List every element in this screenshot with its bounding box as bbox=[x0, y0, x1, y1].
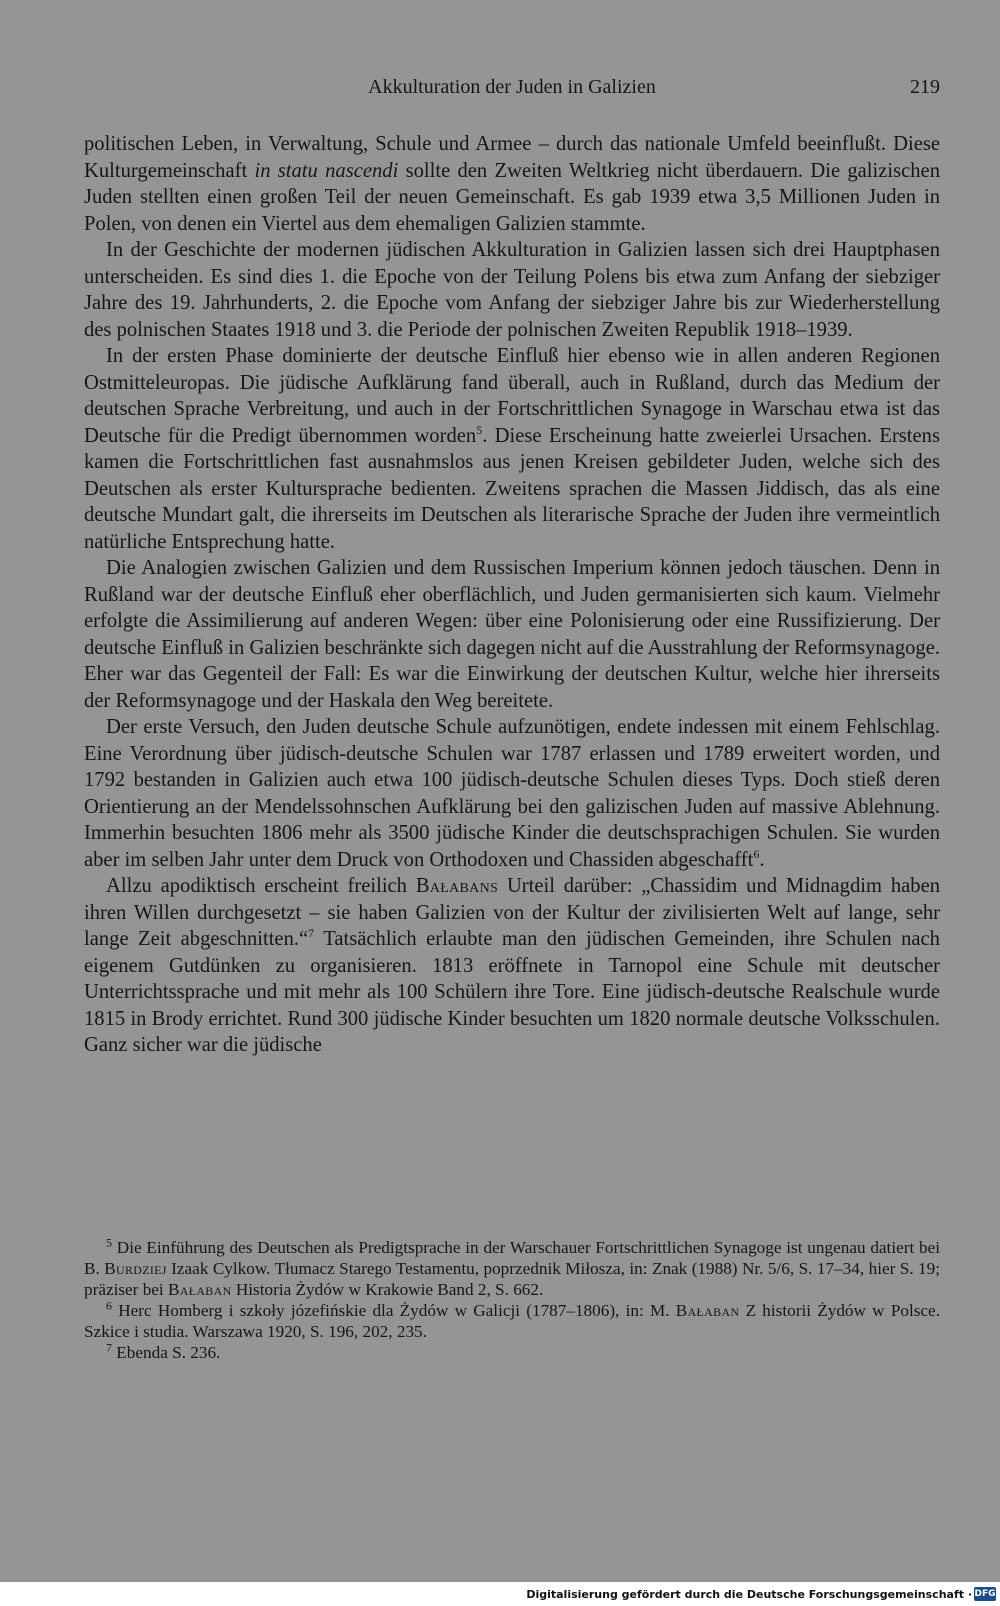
footnote-ref-5: 5 bbox=[476, 422, 483, 437]
paragraph-6-text: Allzu apodiktisch erscheint freilich bbox=[106, 875, 407, 897]
footnote-5-text: Die Einführung des Deutschen als Predigtsprache in der Warschauer Fortschrittlichen Synagoge ist ungenau datiert bei B. bbox=[84, 1238, 941, 1278]
funding-credit: Digitalisierung gefördert durch die Deutsche Forschungsgemeinschaft · bbox=[526, 1588, 972, 1601]
page-header bbox=[84, 76, 940, 106]
author-name: Bałaban bbox=[167, 1280, 232, 1299]
footnote-ref-7: 7 bbox=[308, 926, 315, 941]
footnote-5-number: 5 bbox=[106, 1235, 112, 1250]
footnote-5 bbox=[84, 1237, 940, 1300]
paragraph-3 bbox=[84, 343, 940, 555]
paragraph-1-rest: sollte den Zweiten Weltkrieg nicht überdauern. Die galizischen Juden stellten einen großen Teil der neuen Gemeinschaft. Es gab 1939 etwa 3,5 Millionen Juden in Polen, von denen ein Viertel aus dem ehemaligen Galizien stammte. bbox=[84, 159, 940, 235]
body-text bbox=[84, 131, 940, 1059]
footnote-6-number: 6 bbox=[106, 1298, 112, 1313]
paragraph-3-text: In der ersten Phase dominierte der deutsche Einfluß hier ebenso wie in allen anderen Regionen Ostmitteleuropas. Die jüdische Aufklärung fand überall, auch in Rußland, durch das Medium der deutschen Sprache Verbreitung, und auch in der Fortschrittlichen Synagoge in Warschau etwa ist das Deutsche für die Predigt übernommen worden bbox=[84, 345, 940, 447]
paragraph-1-text: politischen Leben, in Verwaltung, Schule und Armee – durch das nationale Umfeld beeinflußt. Diese Kulturgemeinschaft bbox=[84, 133, 940, 182]
italic-phrase: in statu nascendi bbox=[254, 159, 399, 182]
footnote-6-text-2: Z historii Żydów w Polsce. Szkice i studia. Warszawa 1920, S. 196, 202, 235. bbox=[84, 1301, 940, 1341]
footnote-5-text-2: Izaak Cylkow. Tłumacz Starego Testamentu, poprzednik Miłosza, in: Znak (1988) Nr. 5/6, S. 17–34, hier S. 19; präziser bei bbox=[84, 1259, 941, 1299]
author-name: Burdziej bbox=[104, 1259, 167, 1278]
footnote-6-text: Herc Homberg i szkoły józefińskie dla Żydów w Galicji (1787–1806), in: M. bbox=[118, 1301, 670, 1320]
footnote-7-text: Ebenda S. 236. bbox=[116, 1343, 221, 1362]
footnote-7 bbox=[84, 1342, 940, 1363]
author-name: Bałaban bbox=[675, 1301, 740, 1320]
dfg-logo-icon: DFG bbox=[974, 1589, 996, 1599]
paragraph-2: In der Geschichte der modernen jüdischen Akkulturation in Galizien lassen sich drei Hauptphasen unterscheiden. Es sind dies 1. die Epoche von der Teilung Polens bis etwa zum Anfang der siebziger Jahre des 19. Jahrhunderts, 2. die Epoche vom Anfang der siebziger Jahre bis zur Wiederherstellung des polnischen Staates 1918 und 3. die Periode der polnischen Zweiten Republik 1918–1939. bbox=[84, 239, 940, 341]
paragraph-5-end: . bbox=[759, 848, 765, 871]
author-name: Bałabans bbox=[415, 875, 499, 897]
paragraph-6-rest: Tatsächlich erlaubte man den jüdischen Gemeinden, ihre Schulen nach eigenem Gutdünken zu organisieren. 1813 eröffnete in Tarnopol eine Schule mit deutscher Unterrichtssprache und mit mehr als 100 Schülern ihre Tore. Eine jüdisch-deutsche Realschule wurde 1815 in Brody errichtet. Rund 300 jüdische Kinder besuchten um 1820 normale deutsche Volksschulen. Ganz sicher war die jüdische bbox=[84, 928, 940, 1056]
paragraph-5 bbox=[84, 714, 940, 873]
paragraph-4: Die Analogien zwischen Galizien und dem Russischen Imperium können jedoch täuschen. Denn in Rußland war der deutsche Einfluß eher oberflächlich, und Juden germanisierten sich kaum. Vielmehr erfolgte die Assimilierung auf anderen Wegen: über eine Polonisierung oder eine Russifizierung. Der deutsche Einfluß in Galizien beschränkte sich dagegen nicht auf die Ausstrahlung der Reformsynagoge. Eher war das Gegenteil der Fall: Es war die Einwirkung der deutschen Kultur, welche hier ihrerseits der Reformsynagoge und der Haskala den Weg bereitete. bbox=[84, 557, 940, 712]
paragraph-5-text: Der erste Versuch, den Juden deutsche Schule aufzunötigen, endete indessen mit einem Fehlschlag. Eine Verordnung über jüdisch-deutsche Schulen war 1787 erlassen und 1789 erweitert worden, und 1792 bestanden in Galizien auch etwa 100 jüdisch-deutsche Schulen dieses Typs. Doch stieß deren Orientierung an der Mendelssohnschen Aufklärung bei den galizischen Juden auf massive Ablehnung. Immerhin besuchten 1806 mehr als 3500 jüdische Kinder die deutschsprachigen Schulen. Sie wurden aber im selben Jahr unter dem Druck von Orthodoxen und Chassiden abgeschafft bbox=[84, 716, 940, 871]
footnote-7-number: 7 bbox=[106, 1340, 112, 1355]
paragraph-6-quote: Urteil darüber: „Chassidim und Midnagdim haben ihren Willen durchgesetzt – sie haben Galizien von der Kultur der zivilisierten Welt auf lange, sehr lange Zeit abgeschnitten.“ bbox=[84, 875, 941, 950]
paragraph-1 bbox=[84, 131, 940, 237]
running-title: Akkulturation der Juden in Galizien bbox=[368, 76, 656, 98]
paragraph-6 bbox=[84, 873, 940, 1059]
footnote-5-text-3: Historia Żydów w Krakowie Band 2, S. 662. bbox=[235, 1280, 544, 1299]
footnote-ref-6: 6 bbox=[753, 846, 760, 861]
page-number: 219 bbox=[910, 76, 940, 98]
footnote-6 bbox=[84, 1300, 940, 1342]
paragraph-3-rest: . Diese Erscheinung hatte zweierlei Ursachen. Erstens kamen die Fortschrittlichen fast ausnahmslos aus jenen Kreisen gebildeter Juden, welche sich des Deutschen als erster Kultursprache bedienten. Zweitens sprachen die Massen Jiddisch, das als eine deutsche Mundart galt, die ihrerseits im Deutschen als literarische Sprache der Juden ihre vermeintlich natürliche Entsprechung hatte. bbox=[84, 424, 940, 553]
digitization-footer bbox=[0, 1584, 1000, 1606]
footnotes bbox=[84, 1237, 940, 1363]
